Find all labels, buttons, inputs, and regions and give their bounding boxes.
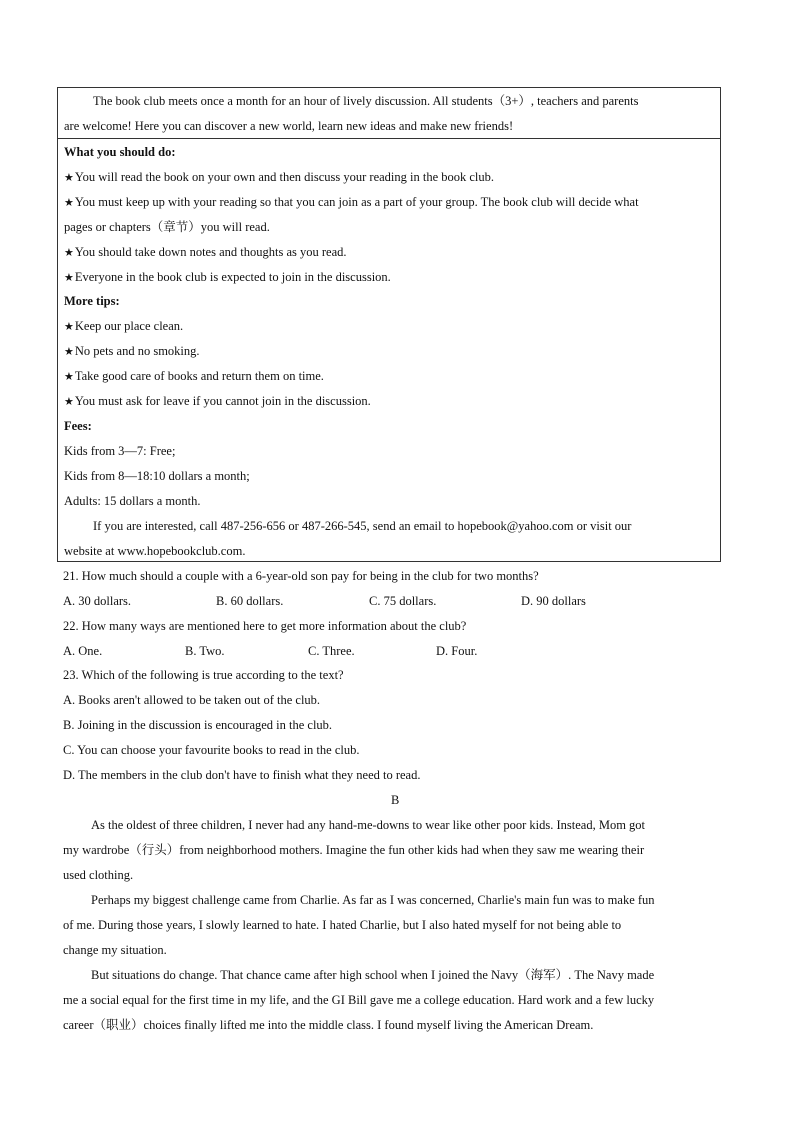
option-22-d: D. Four. [436,644,478,658]
star-icon: ★ [64,196,74,209]
rule-item: ★Everyone in the book club is expected to join in the discussion. [64,270,391,284]
passage-line: change my situation. [63,943,167,957]
should-do-heading: What you should do: [64,145,176,159]
passage-line: my wardrobe（行头）from neighborhood mothers. Imagine the fun other kids had when they saw me wearing their [63,843,645,857]
passage-line: career（职业）choices finally lifted me into the middle class. I found myself living the American Dream. [63,1018,594,1032]
tip-item: ★You must ask for leave if you cannot join in the discussion. [64,394,371,408]
tip-item: ★Keep our place clean. [64,319,184,333]
fee-line: Kids from 8—18:10 dollars a month; [64,469,250,483]
option-21-a: A. 30 dollars. [63,594,132,608]
contact-line: website at www.hopebookclub.com. [64,544,246,558]
option-23-b: B. Joining in the discussion is encouraged in the club. [63,718,333,732]
option-22-b: B. Two. [185,644,225,658]
section-b-label: B [391,793,400,807]
option-23-c: C. You can choose your favourite books to read in the club. [63,743,360,757]
option-23-d: D. The members in the club don't have to finish what they need to read. [63,768,421,782]
star-icon: ★ [64,370,74,383]
rule-item-continued: pages or chapters（章节）you will read. [64,220,270,234]
option-21-c: C. 75 dollars. [369,594,437,608]
intro-line: are welcome! Here you can discover a new world, learn new ideas and make new friends! [64,119,514,133]
rule-item: ★You will read the book on your own and then discuss your reading in the book club. [64,170,495,184]
star-icon: ★ [64,395,74,408]
option-21-d: D. 90 dollars [521,594,586,608]
rule-item: ★You should take down notes and thoughts as you read. [64,245,347,259]
question-23: 23. Which of the following is true according to the text? [63,668,344,682]
question-22: 22. How many ways are mentioned here to get more information about the club? [63,619,467,633]
passage-line: me a social equal for the first time in my life, and the GI Bill gave me a college education. Hard work and a few lucky [63,993,655,1007]
fees-heading: Fees: [64,419,92,433]
passage-line: As the oldest of three children, I never had any hand-me-downs to wear like other poor kids. Instead, Mom got [91,818,646,832]
intro-line: The book club meets once a month for an hour of lively discussion. All students（3+）, teachers and parents [93,94,639,108]
book-club-notice [57,87,721,562]
contact-line: If you are interested, call 487-256-656 or 487-266-545, send an email to hopebook@yahoo.com or visit our [93,519,632,533]
fee-line: Adults: 15 dollars a month. [64,494,201,508]
option-22-a: A. One. [63,644,103,658]
tip-item: ★No pets and no smoking. [64,344,200,358]
rule-item: ★You must keep up with your reading so that you can join as a part of your group. The book club will decide what [64,195,639,209]
passage-line: used clothing. [63,868,134,882]
option-22-c: C. Three. [308,644,355,658]
notice-intro [58,88,720,139]
option-23-a: A. Books aren't allowed to be taken out of the club. [63,693,321,707]
star-icon: ★ [64,345,74,358]
passage-line: Perhaps my biggest challenge came from Charlie. As far as I was concerned, Charlie's main fun was to make fun [91,893,655,907]
option-21-b: B. 60 dollars. [216,594,284,608]
star-icon: ★ [64,246,74,259]
tip-item: ★Take good care of books and return them on time. [64,369,324,383]
passage-line: But situations do change. That chance came after high school when I joined the Navy（海军）. The Navy made [91,968,655,982]
passage-line: of me. During those years, I slowly learned to hate. I hated Charlie, but I also hated myself for not being able to [63,918,622,932]
tips-heading: More tips: [64,294,120,308]
star-icon: ★ [64,271,74,284]
question-21: 21. How much should a couple with a 6-year-old son pay for being in the club for two months? [63,569,539,583]
fee-line: Kids from 3—7: Free; [64,444,176,458]
star-icon: ★ [64,320,74,333]
star-icon: ★ [64,171,74,184]
